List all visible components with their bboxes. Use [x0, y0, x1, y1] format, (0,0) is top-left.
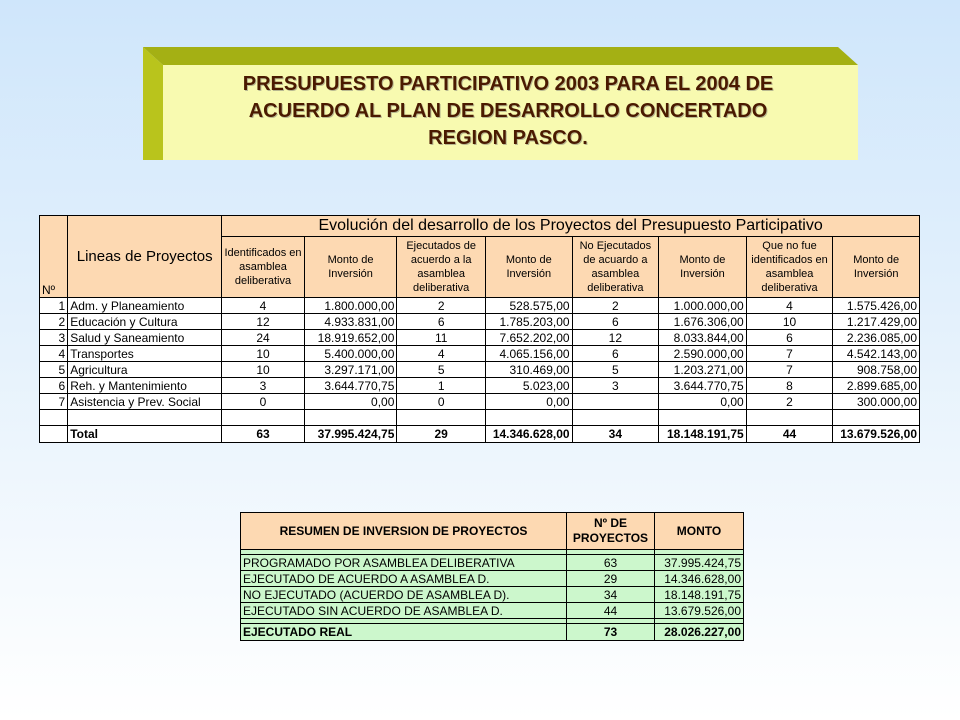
col-header-no: Nº [40, 216, 68, 298]
resumen-desc: EJECUTADO DE ACUERDO A ASAMBLEA D. [241, 571, 567, 587]
row-linea: Salud y Saneamiento [68, 330, 222, 346]
cell-no-identificados: 7 [746, 346, 833, 362]
cell-no-identificados: 2 [746, 394, 833, 410]
cell-no-identificados: 4 [746, 298, 833, 314]
resumen-real-monto: 28.026.227,00 [655, 624, 744, 641]
cell-monto-4: 2.236.085,00 [833, 330, 920, 346]
cell-no-ejecutados [572, 394, 659, 410]
cell-no-ejecutados: 6 [572, 346, 659, 362]
resumen-monto: 37.995.424,75 [655, 555, 744, 571]
cell-monto-4: 1.217.429,00 [833, 314, 920, 330]
cell-monto-4: 2.899.685,00 [833, 378, 920, 394]
super-header: Evolución del desarrollo de los Proyectos del Presupuesto Participativo [222, 216, 920, 237]
cell-monto-1: 5.400.000,00 [304, 346, 397, 362]
total-label: Total [68, 426, 222, 443]
cell-identificados: 10 [222, 362, 305, 378]
banner-left-bevel [143, 47, 163, 160]
resumen-monto: 14.346.628,00 [655, 571, 744, 587]
cell-ejecutados: 0 [397, 394, 486, 410]
table-row [40, 314, 920, 330]
total-monto-3: 18.148.191,75 [659, 426, 747, 443]
cell-identificados: 3 [222, 378, 305, 394]
total-ejecutados: 29 [397, 426, 486, 443]
resumen-desc: PROGRAMADO POR ASAMBLEA DELIBERATIVA [241, 555, 567, 571]
cell-monto-3: 1.203.271,00 [659, 362, 747, 378]
title-line-2: ACUERDO AL PLAN DE DESARROLLO CONCERTADO [248, 99, 768, 122]
banner-top-bevel [143, 47, 858, 65]
cell-identificados: 12 [222, 314, 305, 330]
row-number: 2 [40, 314, 68, 330]
resumen-num: 29 [567, 571, 655, 587]
table-row [40, 362, 920, 378]
resumen-num: 34 [567, 587, 655, 603]
resumen-header-num: Nº DE PROYECTOS [567, 513, 655, 550]
resumen-desc: EJECUTADO SIN ACUERDO DE ASAMBLEA D. [241, 603, 567, 619]
total-no-identificados: 44 [746, 426, 833, 443]
cell-no-identificados: 10 [746, 314, 833, 330]
row-linea: Reh. y Mantenimiento [68, 378, 222, 394]
cell-monto-2: 0,00 [485, 394, 572, 410]
row-number: 7 [40, 394, 68, 410]
total-monto-1: 37.995.424,75 [304, 426, 397, 443]
cell-monto-3: 1.676.306,00 [659, 314, 747, 330]
cell-monto-1: 3.644.770,75 [304, 378, 397, 394]
row-number: 4 [40, 346, 68, 362]
total-no-ejecutados: 34 [572, 426, 659, 443]
cell-monto-1: 4.933.831,00 [304, 314, 397, 330]
cell-no-ejecutados: 12 [572, 330, 659, 346]
table-row [40, 378, 920, 394]
cell-no-ejecutados: 5 [572, 362, 659, 378]
cell-no-identificados: 8 [746, 378, 833, 394]
cell-identificados: 10 [222, 346, 305, 362]
resumen-row [241, 603, 744, 619]
resumen-header-desc: RESUMEN DE INVERSION DE PROYECTOS [241, 513, 567, 550]
total-identificados: 63 [222, 426, 305, 443]
resumen-desc: NO EJECUTADO (ACUERDO DE ASAMBLEA D). [241, 587, 567, 603]
col-header-monto-2: Monto de Inversión [485, 237, 572, 298]
cell-identificados: 4 [222, 298, 305, 314]
cell-ejecutados: 2 [397, 298, 486, 314]
row-linea: Agricultura [68, 362, 222, 378]
resumen-row [241, 571, 744, 587]
resumen-header-monto: MONTO [655, 513, 744, 550]
col-header-ejecutados: Ejecutados de acuerdo a la asamblea deliberativa [397, 237, 486, 298]
cell-monto-1: 3.297.171,00 [304, 362, 397, 378]
row-number: 3 [40, 330, 68, 346]
row-linea: Educación y Cultura [68, 314, 222, 330]
row-number: 6 [40, 378, 68, 394]
page-title [163, 65, 853, 157]
cell-monto-1: 0,00 [304, 394, 397, 410]
cell-monto-2: 5.023,00 [485, 378, 572, 394]
title-line-1: PRESUPUESTO PARTICIPATIVO 2003 PARA EL 2004 DE [242, 72, 774, 95]
empty-row [40, 410, 920, 426]
resumen-monto: 13.679.526,00 [655, 603, 744, 619]
cell-monto-2: 310.469,00 [485, 362, 572, 378]
col-header-monto-1: Monto de Inversión [304, 237, 397, 298]
cell-no-ejecutados: 3 [572, 378, 659, 394]
cell-monto-4: 1.575.426,00 [833, 298, 920, 314]
cell-ejecutados: 1 [397, 378, 486, 394]
evolution-table [39, 215, 920, 443]
cell-ejecutados: 4 [397, 346, 486, 362]
table-row [40, 394, 920, 410]
cell-ejecutados: 6 [397, 314, 486, 330]
col-header-monto-4: Monto de Inversión [833, 237, 920, 298]
resumen-row [241, 555, 744, 571]
resumen-real-num: 73 [567, 624, 655, 641]
title-line-3: REGION PASCO. [428, 126, 588, 149]
resumen-table [240, 512, 744, 641]
total-monto-2: 14.346.628,00 [485, 426, 572, 443]
cell-monto-3: 8.033.844,00 [659, 330, 747, 346]
cell-monto-2: 4.065.156,00 [485, 346, 572, 362]
cell-no-identificados: 6 [746, 330, 833, 346]
cell-monto-4: 4.542.143,00 [833, 346, 920, 362]
row-number: 5 [40, 362, 68, 378]
col-header-identificados: Identificados en asamblea deliberativa [222, 237, 305, 298]
cell-monto-4: 300.000,00 [833, 394, 920, 410]
cell-monto-3: 1.000.000,00 [659, 298, 747, 314]
resumen-num: 44 [567, 603, 655, 619]
cell-monto-1: 18.919.652,00 [304, 330, 397, 346]
cell-monto-3: 3.644.770,75 [659, 378, 747, 394]
cell-monto-1: 1.800.000,00 [304, 298, 397, 314]
col-header-lineas: Lineas de Proyectos [68, 216, 222, 298]
table-row [40, 298, 920, 314]
cell-no-ejecutados: 2 [572, 298, 659, 314]
cell-monto-2: 528.575,00 [485, 298, 572, 314]
resumen-real-row [241, 624, 744, 641]
cell-monto-3: 2.590.000,00 [659, 346, 747, 362]
total-monto-4: 13.679.526,00 [833, 426, 920, 443]
cell-no-ejecutados: 6 [572, 314, 659, 330]
resumen-real-desc: EJECUTADO REAL [241, 624, 567, 641]
col-header-monto-3: Monto de Inversión [659, 237, 747, 298]
resumen-num: 63 [567, 555, 655, 571]
cell-monto-4: 908.758,00 [833, 362, 920, 378]
cell-no-identificados: 7 [746, 362, 833, 378]
cell-identificados: 24 [222, 330, 305, 346]
total-row [40, 426, 920, 443]
resumen-monto: 18.148.191,75 [655, 587, 744, 603]
cell-monto-2: 1.785.203,00 [485, 314, 572, 330]
cell-monto-3: 0,00 [659, 394, 747, 410]
cell-ejecutados: 5 [397, 362, 486, 378]
table-row [40, 330, 920, 346]
col-header-no-identificados: Que no fue identificados en asamblea deliberativa [746, 237, 833, 298]
row-linea: Asistencia y Prev. Social [68, 394, 222, 410]
row-number: 1 [40, 298, 68, 314]
cell-monto-2: 7.652.202,00 [485, 330, 572, 346]
row-linea: Transportes [68, 346, 222, 362]
cell-identificados: 0 [222, 394, 305, 410]
cell-ejecutados: 11 [397, 330, 486, 346]
resumen-row [241, 587, 744, 603]
table-row [40, 346, 920, 362]
col-header-no-ejecutados: No Ejecutados de acuardo a asamblea deliberativa [572, 237, 659, 298]
title-banner [143, 47, 858, 160]
row-linea: Adm. y Planeamiento [68, 298, 222, 314]
